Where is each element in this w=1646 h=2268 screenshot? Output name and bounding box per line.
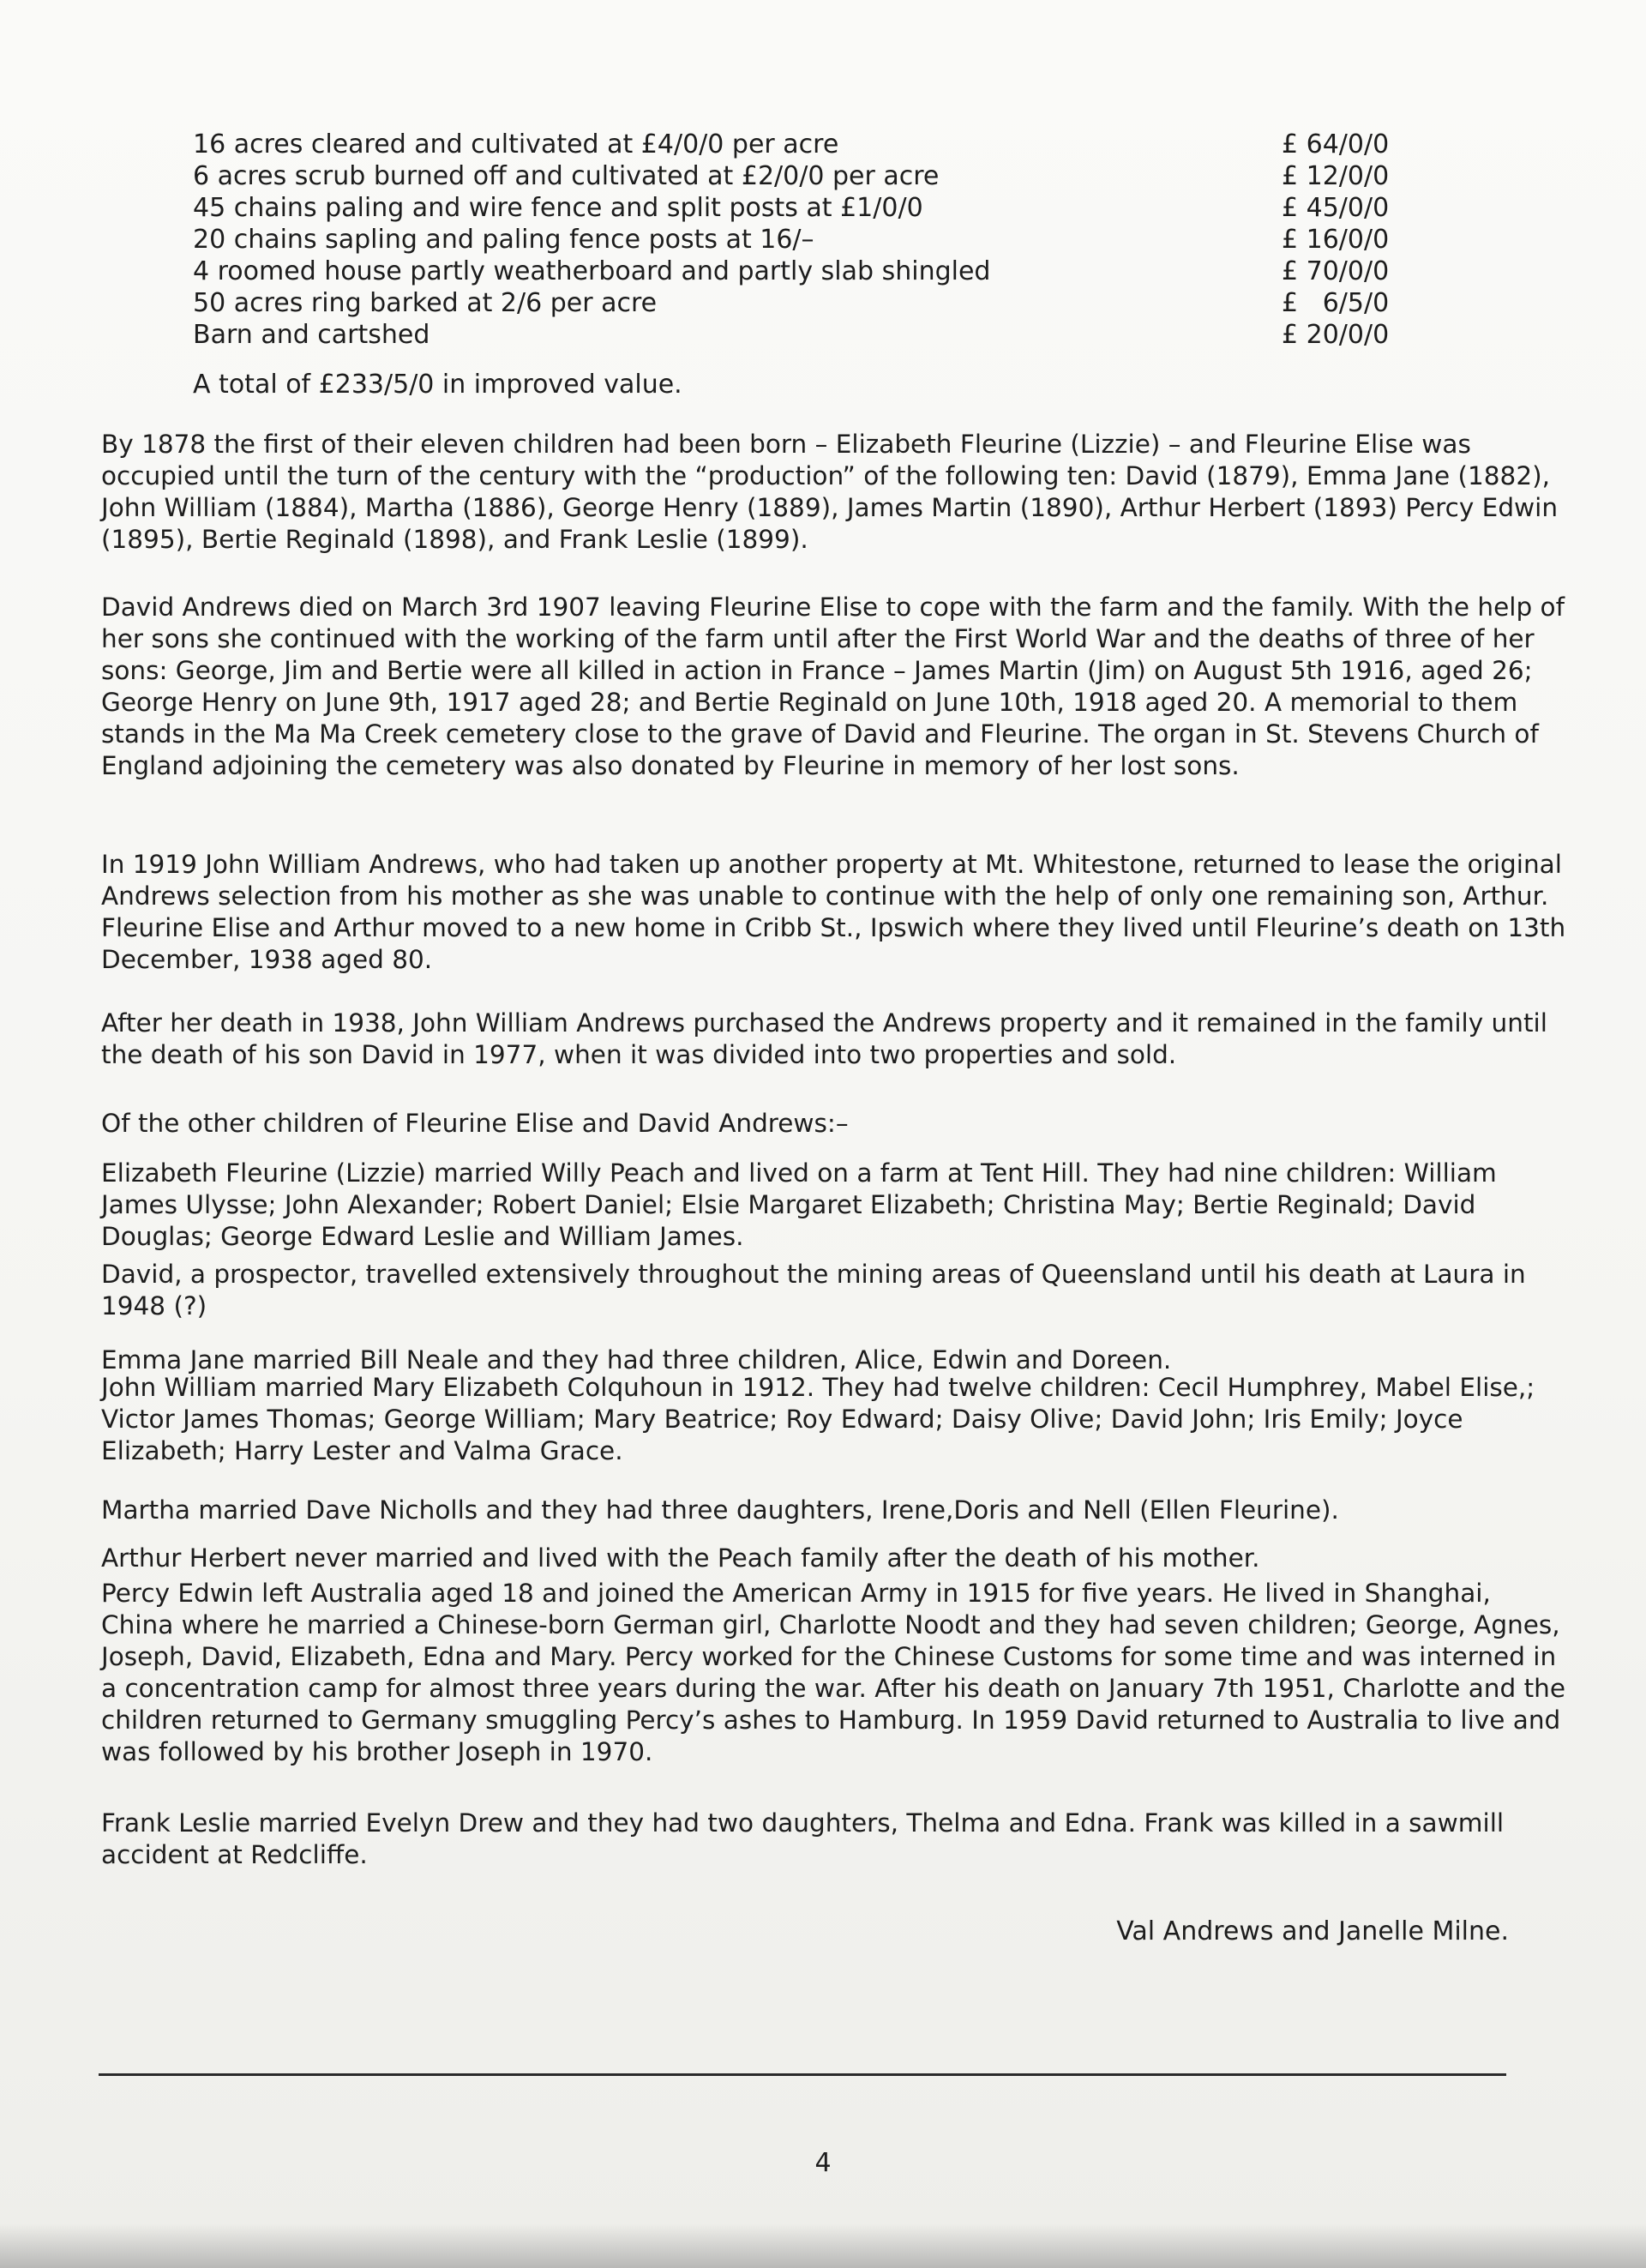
- improvements-list: [193, 129, 1410, 351]
- improvements-total: A total of £233/5/0 in improved value.: [193, 370, 682, 400]
- improvement-value: £ 64/0/0: [1282, 129, 1390, 159]
- improvement-row: [193, 287, 1410, 319]
- improvement-value: £ 70/0/0: [1282, 256, 1390, 286]
- paragraph-elizabeth: Elizabeth Fleurine (Lizzie) married Willy Peach and lived on a farm at Tent Hill. They had nine children: William James Ulysse; John Alexander; Robert Daniel; Elsie Margaret Elizabeth; Christina May; Bertie Reginald; David Douglas; George Edward Leslie and William James.: [101, 1158, 1497, 1251]
- paragraph-children-born: By 1878 the first of their eleven children had been born – Elizabeth Fleurine (Lizzie) – and Fleurine Elise was occupied until the turn of the century with the “production” of the following ten: David (1879), Emma Jane (1882), John William (1884), Martha (1886), George Henry (1889), James Martin (1890), Arthur Herbert (1893) Percy Edwin (1895), Bertie Reginald (1898), and Frank Leslie (1899).: [101, 430, 1559, 554]
- improvement-description: 16 acres cleared and cultivated at £4/0/0 per acre: [193, 129, 839, 159]
- improvement-value: £ 20/0/0: [1282, 320, 1390, 350]
- improvement-description: 6 acres scrub burned off and cultivated at £2/0/0 per acre: [193, 161, 940, 191]
- improvement-value: £ 16/0/0: [1282, 225, 1390, 255]
- improvement-row: [193, 129, 1410, 160]
- improvement-description: 45 chains paling and wire fence and split posts at £1/0/0: [193, 193, 923, 223]
- paragraph-arthur: Arthur Herbert never married and lived with the Peach family after the death of his mother.: [101, 1543, 1260, 1573]
- page-number: 4: [814, 2148, 832, 2178]
- improvement-value: £ 6/5/0: [1282, 288, 1390, 318]
- improvement-description: 4 roomed house partly weatherboard and partly slab shingled: [193, 256, 991, 286]
- horizontal-rule: [99, 2073, 1506, 2076]
- paragraph-martha: Martha married Dave Nicholls and they had three daughters, Irene,Doris and Nell (Ellen Fleurine).: [101, 1495, 1339, 1525]
- paragraph-frank: Frank Leslie married Evelyn Drew and they had two daughters, Thelma and Edna. Frank was killed in a sawmill accident at Redcliffe.: [101, 1808, 1505, 1869]
- improvement-value: £ 45/0/0: [1282, 193, 1390, 223]
- page-edge-shadow: [0, 2223, 1646, 2268]
- improvement-row: [193, 256, 1410, 287]
- paragraph-emma: Emma Jane married Bill Neale and they had three children, Alice, Edwin and Doreen.: [101, 1345, 1172, 1375]
- paragraph-john: John William married Mary Elizabeth Colquhoun in 1912. They had twelve children: Cecil Humphrey, Mabel Elise,; Victor James Thomas; George William; Mary Beatrice; Roy Edward; Daisy Olive; David John; Iris Emily; Joyce Elizabeth; Harry Lester and Valma Grace.: [101, 1373, 1535, 1465]
- improvement-description: 50 acres ring barked at 2/6 per acre: [193, 288, 658, 318]
- improvement-description: 20 chains sapling and paling fence posts at 16/–: [193, 225, 814, 255]
- improvement-row: [193, 319, 1410, 351]
- paragraph-david: David, a prospector, travelled extensively throughout the mining areas of Queensland until his death at Laura in 1948 (?): [101, 1260, 1526, 1320]
- paragraph-purchase: After her death in 1938, John William Andrews purchased the Andrews property and it remained in the family until the death of his son David in 1977, when it was divided into two properties and sold.: [101, 1008, 1547, 1069]
- improvement-row: [193, 192, 1410, 224]
- improvement-description: Barn and cartshed: [193, 320, 430, 350]
- paragraph-david-death: David Andrews died on March 3rd 1907 leaving Fleurine Elise to cope with the farm and the family. With the help of her sons she continued with the working of the farm until after the First World War and the deaths of three of her sons: George, Jim and Bertie were all killed in action in France – James Martin (Jim) on August 5th 1916, aged 26; George Henry on June 9th, 1917 aged 28; and Bertie Reginald on June 10th, 1918 aged 20. A memorial to them stands in the Ma Ma Creek cemetery close to the grave of David and Fleurine. The organ in St. Stevens Church of England adjoining the cemetery was also donated by Fleurine in memory of her lost sons.: [101, 593, 1565, 780]
- paragraph-other-children: Of the other children of Fleurine Elise and David Andrews:–: [101, 1109, 849, 1138]
- improvement-value: £ 12/0/0: [1282, 161, 1390, 191]
- improvement-row: [193, 224, 1410, 256]
- paragraph-lease: In 1919 John William Andrews, who had taken up another property at Mt. Whitestone, returned to lease the original Andrews selection from his mother as she was unable to continue with the help of only one remaining son, Arthur. Fleurine Elise and Arthur moved to a new home in Cribb St., Ipswich where they lived until Fleurine’s death on 13th December, 1938 aged 80.: [101, 850, 1566, 974]
- improvement-row: [193, 160, 1410, 192]
- paragraph-percy: Percy Edwin left Australia aged 18 and joined the American Army in 1915 for five years. He lived in Shanghai, China where he married a Chinese-born German girl, Charlotte Noodt and they had seven children; George, Agnes, Joseph, David, Elizabeth, Edna and Mary. Percy worked for the Chinese Customs for some time and was interned in a concentration camp for almost three years during the war. After his death on January 7th 1951, Charlotte and the children returned to Germany smuggling Percy’s ashes to Hamburg. In 1959 David returned to Australia to live and was followed by his brother Joseph in 1970.: [101, 1579, 1566, 1766]
- author-signature: Val Andrews and Janelle Milne.: [1116, 1916, 1509, 1946]
